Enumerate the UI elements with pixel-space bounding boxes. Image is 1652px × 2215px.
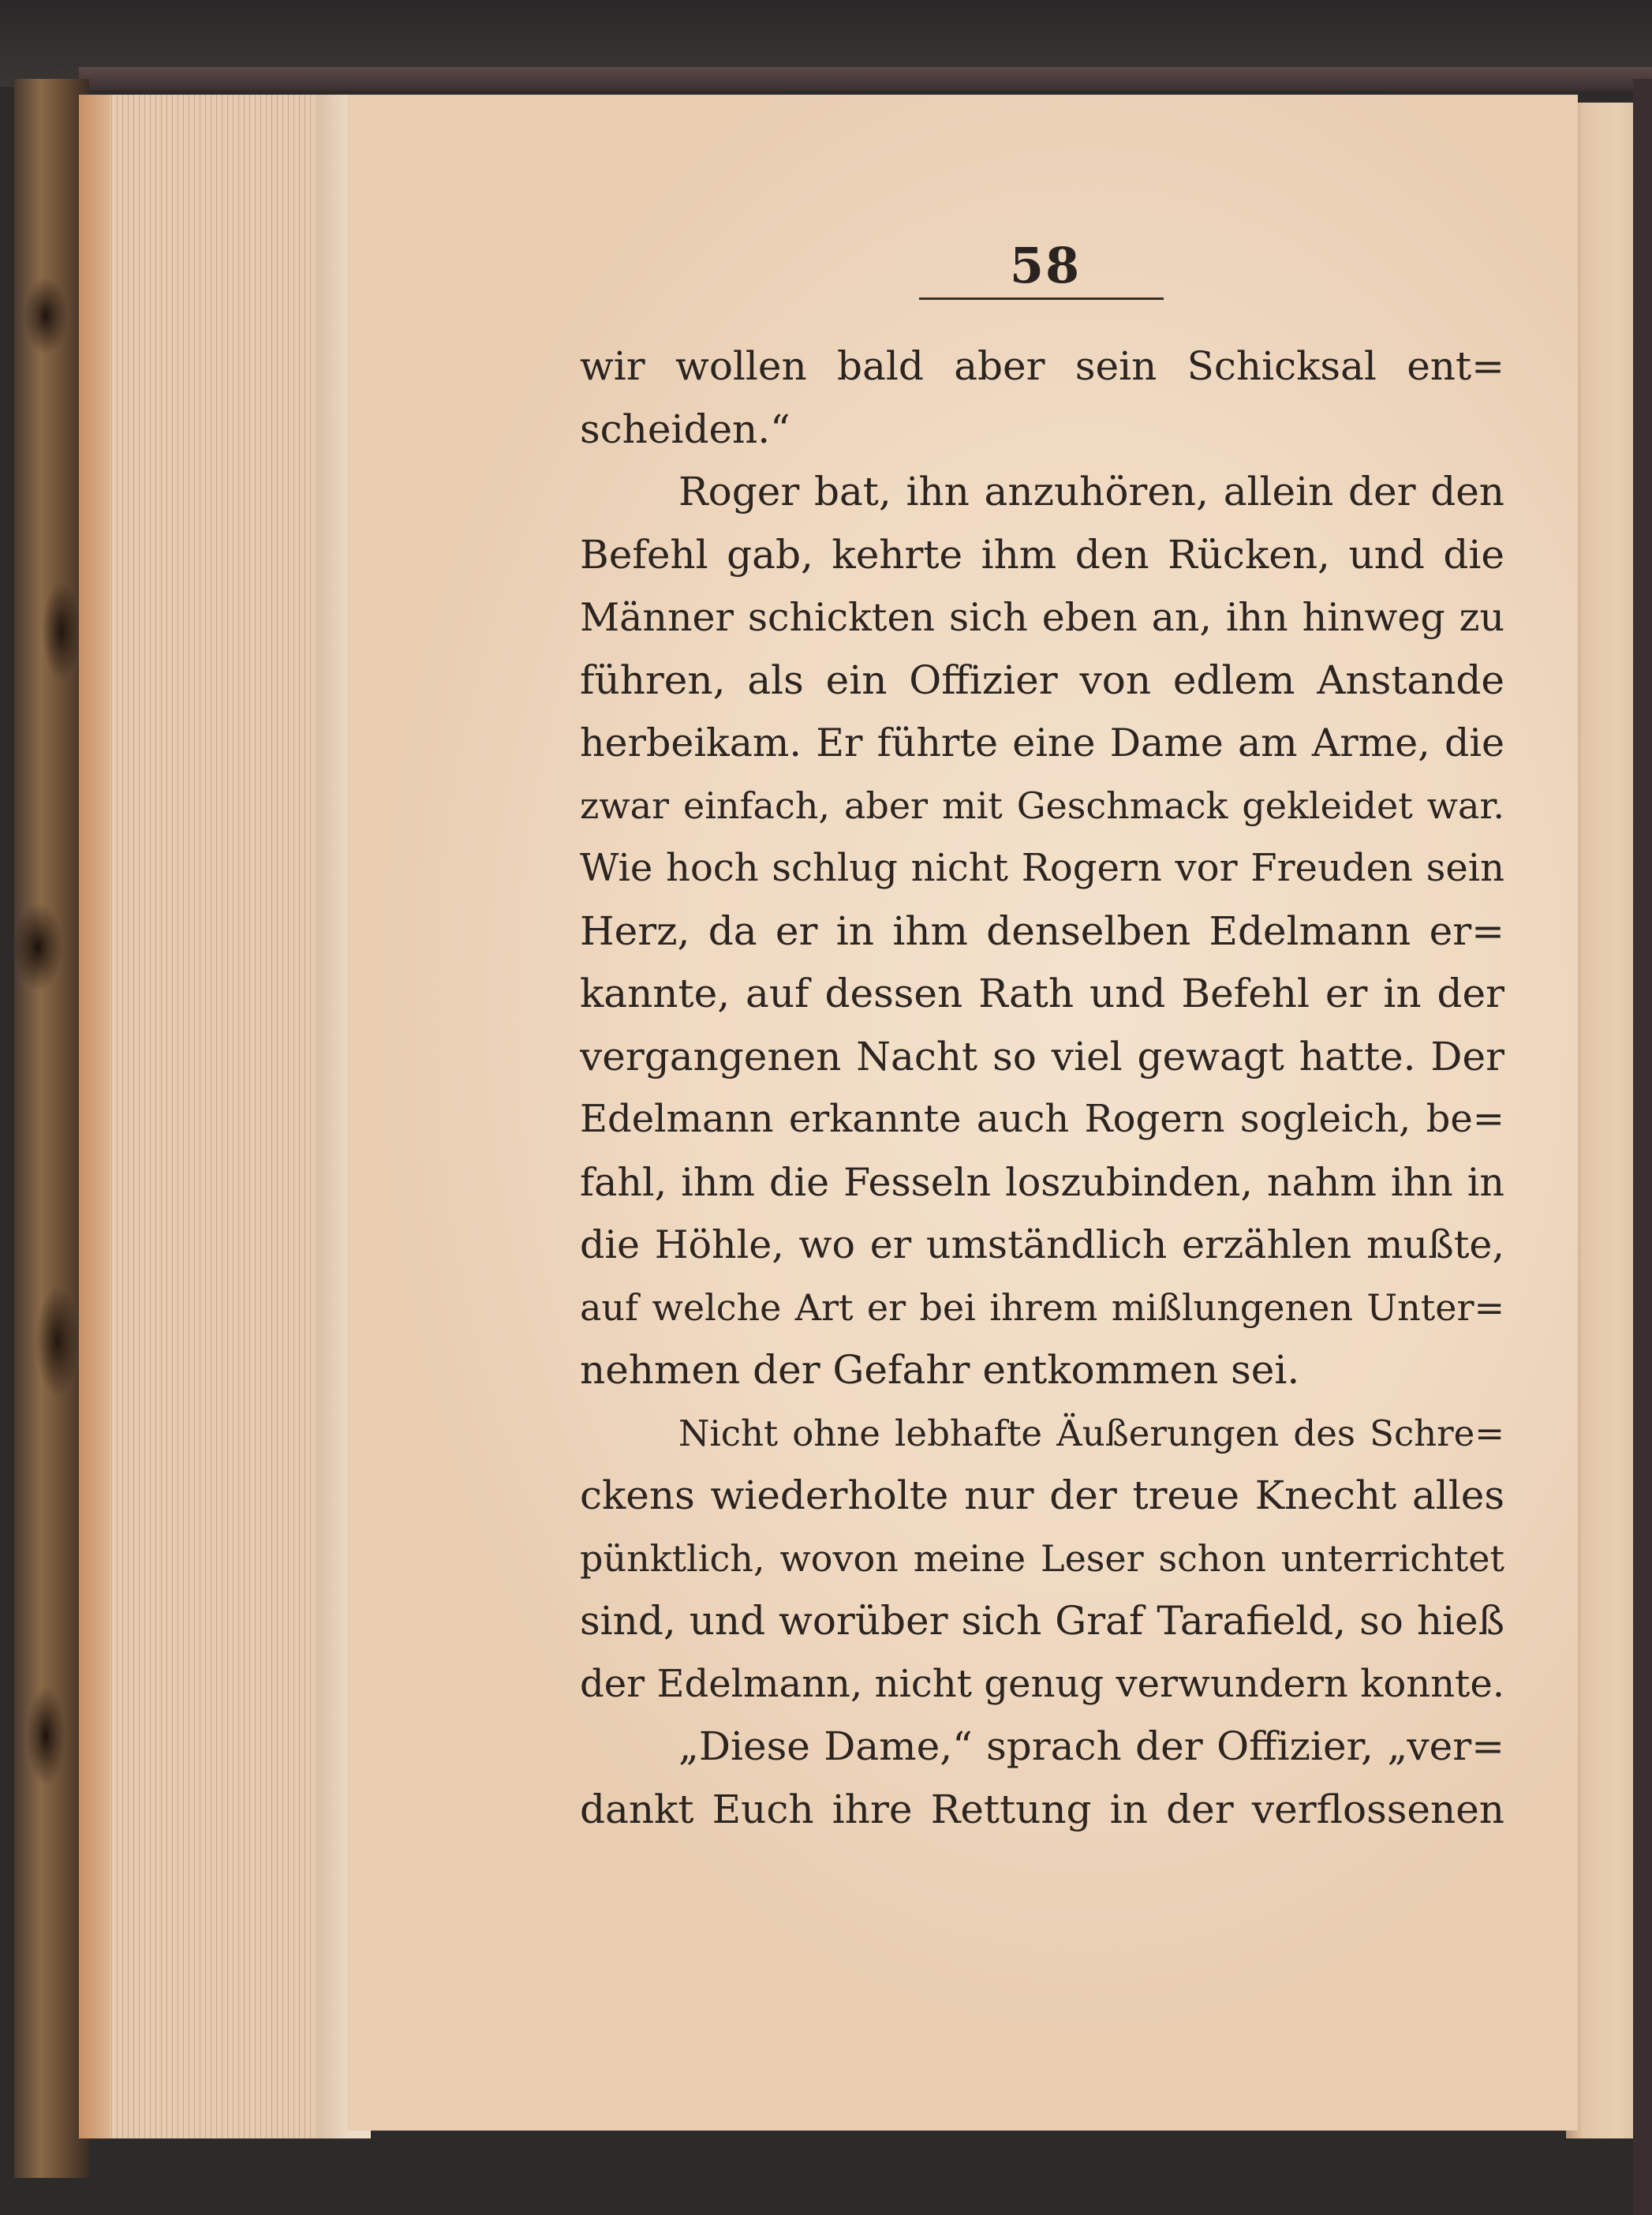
text-line: „Diese Dame,“ sprach der Offizier, „ver= (678, 1723, 1504, 1769)
page-edges-stack (79, 95, 339, 2138)
text-line: nehmen der Gefahr entkommen sei. (580, 1347, 1300, 1393)
book-cover-top (79, 67, 1652, 91)
header-rule (919, 297, 1164, 300)
text-line: herbeikam. Er führte eine Dame am Arme, die (580, 720, 1504, 765)
page-body-text (580, 335, 1504, 1841)
text-line: vergangenen Nacht so viel gewagt hatte. Der (580, 1033, 1504, 1079)
text-line: Nicht ohne lebhafte Äußerungen des Schre= (678, 1412, 1504, 1454)
text-line: pünktlich, wovon meine Leser schon unterrichtet (580, 1536, 1504, 1580)
text-line: kannte, auf dessen Rath und Befehl er in der (580, 971, 1504, 1016)
text-line: fahl, ihm die Fesseln loszubinden, nahm ihn in (580, 1159, 1504, 1205)
text-line: scheiden.“ (580, 406, 790, 452)
text-line: die Höhle, wo er umständlich erzählen mußte, (580, 1222, 1504, 1267)
text-line: der Edelmann, nicht genug verwundern konnte. (580, 1661, 1504, 1706)
book-cover-left (14, 79, 89, 2178)
book-cover-right (1633, 79, 1652, 2215)
text-line: Roger bat, ihn anzuhören, allein der den (678, 469, 1504, 514)
text-line: führen, als ein Offizier von edlem Anstande (580, 657, 1504, 703)
text-line: wir wollen bald aber sein Schicksal ent= (580, 343, 1504, 389)
text-line: Herz, da er in ihm denselben Edelmann er= (580, 907, 1504, 954)
page-edges-shadow (79, 95, 110, 2138)
text-line: sind, und worüber sich Graf Tarafield, so hieß (580, 1598, 1504, 1644)
text-line: Wie hoch schlug nicht Rogern vor Freuden sein (580, 846, 1504, 890)
text-line: auf welche Art er bei ihrem mißlungenen Unter= (580, 1285, 1504, 1329)
text-line: Edelmann erkannte auch Rogern sogleich, be= (580, 1097, 1504, 1141)
text-line: ckens wiederholte nur der treue Knecht alles (580, 1472, 1504, 1518)
text-line: dankt Euch ihre Rettung in der verflossenen (580, 1786, 1504, 1832)
text-line: Männer schickten sich eben an, ihn hinweg zu (580, 595, 1504, 640)
page-number: 58 (1009, 237, 1082, 294)
text-line: Befehl gab, kehrte ihm den Rücken, und die (580, 531, 1504, 578)
text-line: zwar einfach, aber mit Geschmack gekleidet war. (580, 784, 1504, 827)
